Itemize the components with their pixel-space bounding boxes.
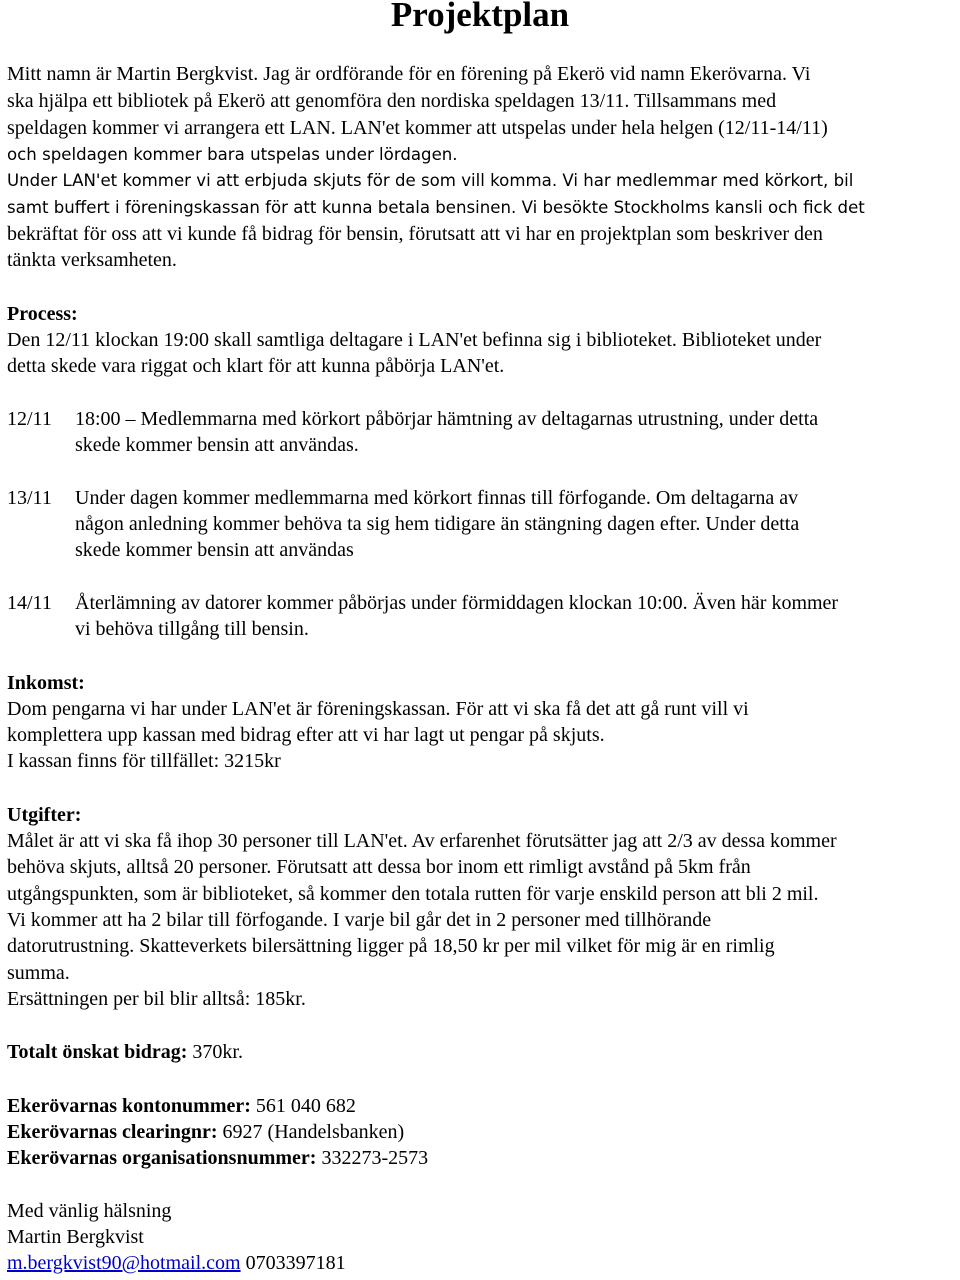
process-entry-text: Återlämning av datorer kommer påbörjas under förmiddagen klockan 10:00. Även här kommer [75, 592, 839, 614]
closing-greeting: Med vänlig hälsning [7, 1200, 172, 1222]
bank-org-label: Ekerövarnas organisationsnummer: [7, 1147, 317, 1169]
page-title: Projektplan [390, 0, 570, 34]
bank-clearing-line [7, 1120, 404, 1144]
intro-line: speldagen kommer vi arrangera ett LAN. LAN'et kommer att utspelas under hela helgen (12/11-14/11) [7, 117, 828, 139]
intro-line: samt buffert i föreningskassan för att kunna betala bensinen. Vi besökte Stockholms kansli och fick det [7, 198, 865, 217]
process-entry-text: skede kommer bensin att användas. [75, 434, 359, 456]
utgifter-line: Ersättningen per bil blir alltså: 185kr. [7, 988, 306, 1010]
process-entry-date: 14/11 [7, 592, 52, 614]
intro-line: Under LAN'et kommer vi att erbjuda skjuts för de som vill komma. Vi har medlemmar med körkort, bil [7, 171, 854, 190]
utgifter-line: utgångspunkten, som är biblioteket, så kommer den totala rutten för varje enskild person att bli 2 mil. [7, 883, 819, 905]
utgifter-line: Vi kommer att ha 2 bilar till förfogande. I varje bil går det in 2 personer med tillhörande [7, 909, 712, 931]
process-entry-text: skede kommer bensin att användas [75, 539, 354, 561]
inkomst-heading: Inkomst: [7, 672, 85, 694]
process-line: detta skede vara riggat och klart för att kunna påbörja LAN'et. [7, 355, 505, 377]
utgifter-line: Målet är att vi ska få ihop 30 personer till LAN'et. Av erfarenhet förutsätter jag att 2/3 av dessa kommer [7, 830, 837, 852]
process-entry-date: 12/11 [7, 408, 52, 430]
utgifter-line: datorutrustning. Skatteverkets bilersättning ligger på 18,50 kr per mil vilket för mig är en rimlig [7, 935, 775, 957]
process-entry-date: 13/11 [7, 487, 52, 509]
intro-line: och speldagen kommer bara utspelas under lördagen. [7, 145, 458, 164]
bank-konto-line [7, 1094, 356, 1118]
intro-line: bekräftat för oss att vi kunde få bidrag för bensin, förutsatt att vi har en projektplan som beskriver den [7, 223, 823, 245]
process-heading: Process: [7, 303, 78, 325]
closing-name: Martin Bergkvist [7, 1226, 144, 1248]
bank-org-line [7, 1146, 428, 1170]
process-entry-text: Under dagen kommer medlemmarna med körkort finnas till förfogande. Om deltagarna av [75, 487, 799, 509]
inkomst-line: komplettera upp kassan med bidrag efter att vi har lagt ut pengar på skjuts. [7, 724, 605, 746]
bank-konto-value: 561 040 682 [250, 1095, 356, 1117]
total-value: 370kr. [187, 1041, 243, 1063]
inkomst-line: I kassan finns för tillfället: 3215kr [7, 750, 281, 772]
process-entry-text: vi behöva tillgång till bensin. [75, 618, 309, 640]
utgifter-line: behöva skjuts, alltså 20 personer. Förutsatt att dessa bor inom ett rimligt avstånd på 5km från [7, 856, 751, 878]
process-entry-text: 18:00 – Medlemmarna med körkort påbörjar hämtning av deltagarnas utrustning, under detta [75, 408, 819, 430]
process-entry-text: någon anledning kommer behöva ta sig hem tidigare än stängning dagen efter. Under detta [75, 513, 800, 535]
inkomst-line: Dom pengarna vi har under LAN'et är föreningskassan. För att vi ska få det att gå runt vill vi [7, 698, 749, 720]
utgifter-line: summa. [7, 962, 70, 984]
bank-org-value: 332273-2573 [316, 1147, 429, 1169]
phone-number: 0703397181 [240, 1252, 346, 1274]
intro-line: ska hjälpa ett bibliotek på Ekerö att genomföra den nordiska speldagen 13/11. Tillsammans med [7, 90, 777, 112]
process-line: Den 12/11 klockan 19:00 skall samtliga deltagare i LAN'et befinna sig i biblioteket. Biblioteket under [7, 329, 822, 351]
bank-clearing-value: 6927 (Handelsbanken) [217, 1121, 405, 1143]
bank-konto-label: Ekerövarnas kontonummer: [7, 1095, 251, 1117]
total-line [7, 1040, 243, 1064]
intro-line: Mitt namn är Martin Bergkvist. Jag är ordförande för en förening på Ekerö vid namn Ekerövarna. Vi [7, 63, 811, 85]
email-link[interactable]: m.bergkvist90@hotmail.com [7, 1252, 241, 1274]
closing-contact [7, 1251, 346, 1275]
bank-clearing-label: Ekerövarnas clearingnr: [7, 1121, 218, 1143]
intro-line: tänkta verksamheten. [7, 249, 177, 271]
utgifter-heading: Utgifter: [7, 804, 82, 826]
total-label: Totalt önskat bidrag: [7, 1041, 188, 1063]
